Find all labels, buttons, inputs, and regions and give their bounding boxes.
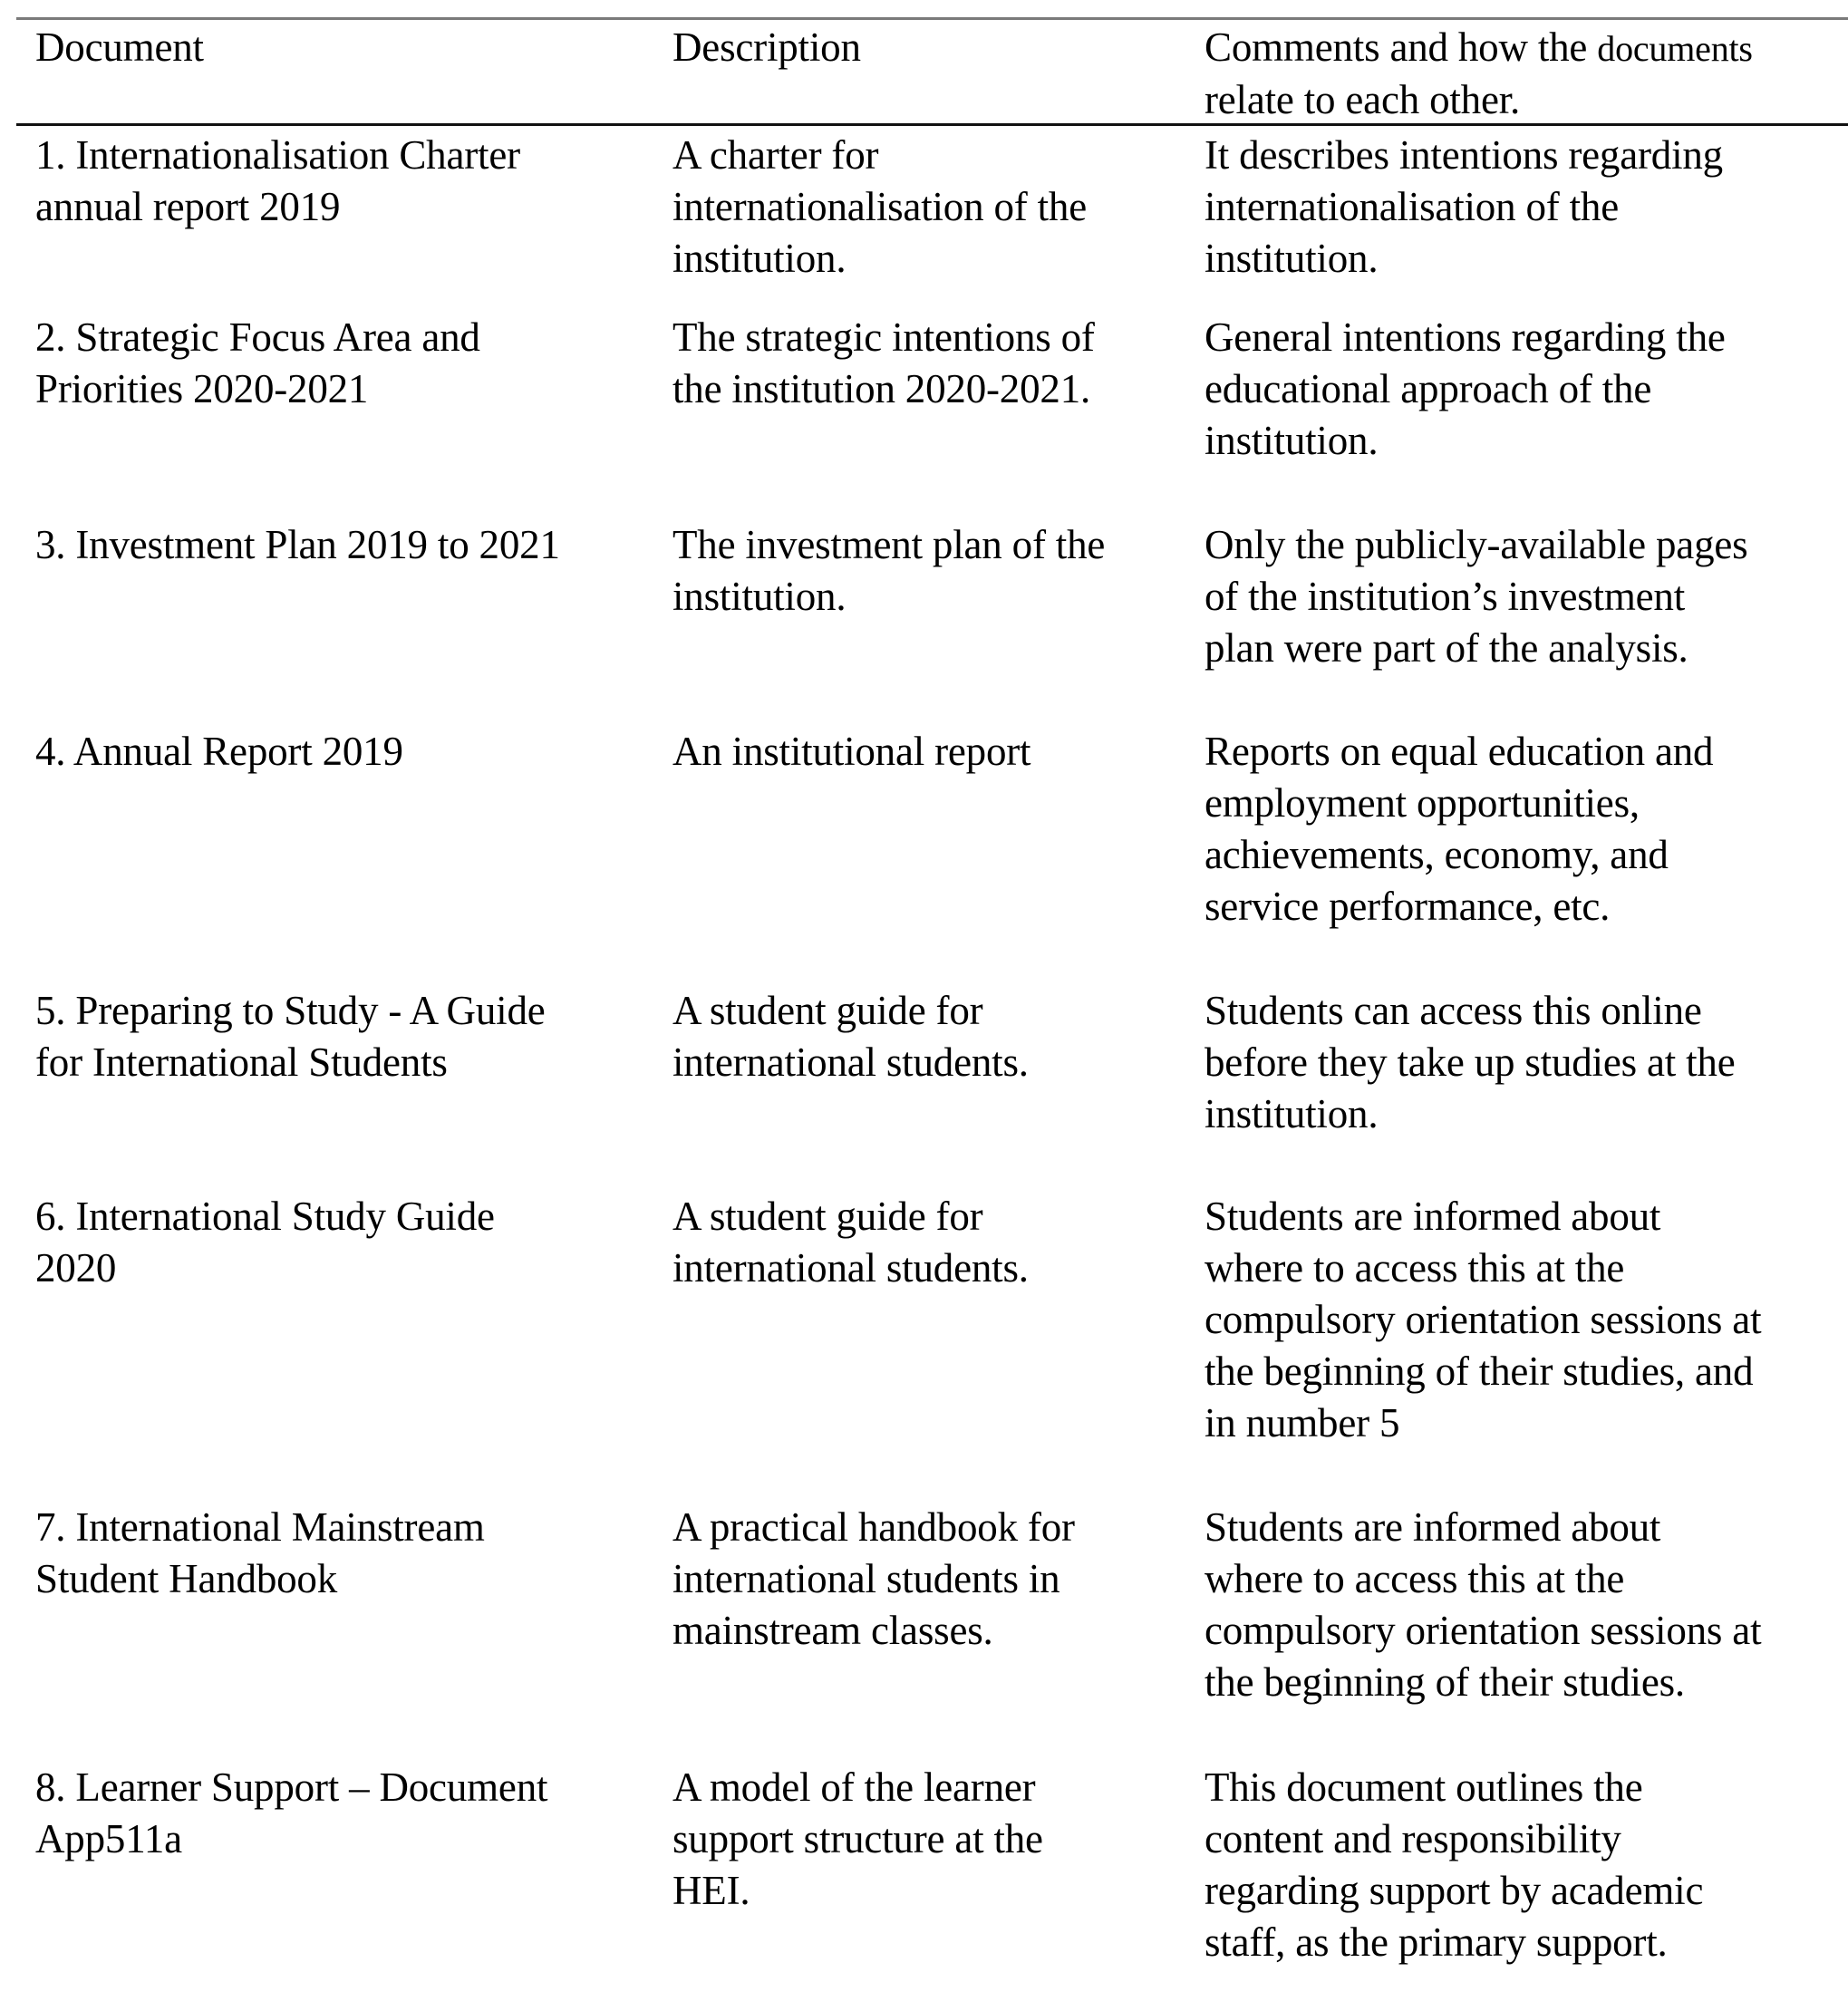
row-5-description: A student guide for international students. [672,988,1029,1085]
row-3-description: The investment plan of the institution. [672,522,1106,619]
row-8-description: A model of the learner support structure at the HEI. [672,1764,1043,1913]
header-document: Document [35,24,204,70]
row-1-description: A charter for internationalisation of the institution. [672,132,1087,281]
row-2-document: 2. Strategic Focus Area and Priorities 2020-2021 [35,314,480,411]
header-comments-main: Comments and how the [1205,24,1588,70]
header-comments [1205,22,1848,126]
header-bottom-rule [16,123,1848,126]
row-7-description: A practical handbook for international students in mainstream classes. [672,1504,1075,1653]
row-5-document: 5. Preparing to Study - A Guide for International Students [35,988,546,1085]
row-7-document: 7. International Mainstream Student Handbook [35,1504,485,1601]
row-5-comments: Students can access this online before they take up studies at the institution. [1205,988,1736,1136]
row-3-document: 3. Investment Plan 2019 to 2021 [35,522,560,567]
row-1-document: 1. Internationalisation Charter annual report 2019 [35,132,520,229]
header-comments-small: documents [1597,28,1753,69]
row-6-comments: Students are informed about where to access this at the compulsory orientation sessions at the beginning of their studies, and in number 5 [1205,1194,1762,1445]
row-8-comments: This document outlines the content and responsibility regarding support by academic staff, as the primary support. [1205,1764,1704,1965]
table-top-rule [16,17,1848,20]
header-description: Description [672,24,861,70]
row-6-document: 6. International Study Guide 2020 [35,1194,495,1291]
row-4-document: 4. Annual Report 2019 [35,729,403,774]
row-2-description: The strategic intentions of the institution 2020-2021. [672,314,1095,411]
row-7-comments: Students are informed about where to access this at the compulsory orientation sessions at the beginning of their studies. [1205,1504,1762,1705]
row-6-description: A student guide for international students. [672,1194,1029,1291]
row-8-document: 8. Learner Support – Document App511a [35,1764,548,1861]
row-2-comments: General intentions regarding the educational approach of the institution. [1205,314,1726,463]
row-4-description: An institutional report [672,729,1031,774]
row-3-comments: Only the publicly-available pages of the institution’s investment plan were part of the analysis. [1205,522,1748,671]
row-1-comments: It describes intentions regarding internationalisation of the institution. [1205,132,1723,281]
row-4-comments: Reports on equal education and employment opportunities, achievements, economy, and service performance, etc. [1205,729,1714,929]
header-comments-line2: relate to each other. [1205,77,1521,122]
